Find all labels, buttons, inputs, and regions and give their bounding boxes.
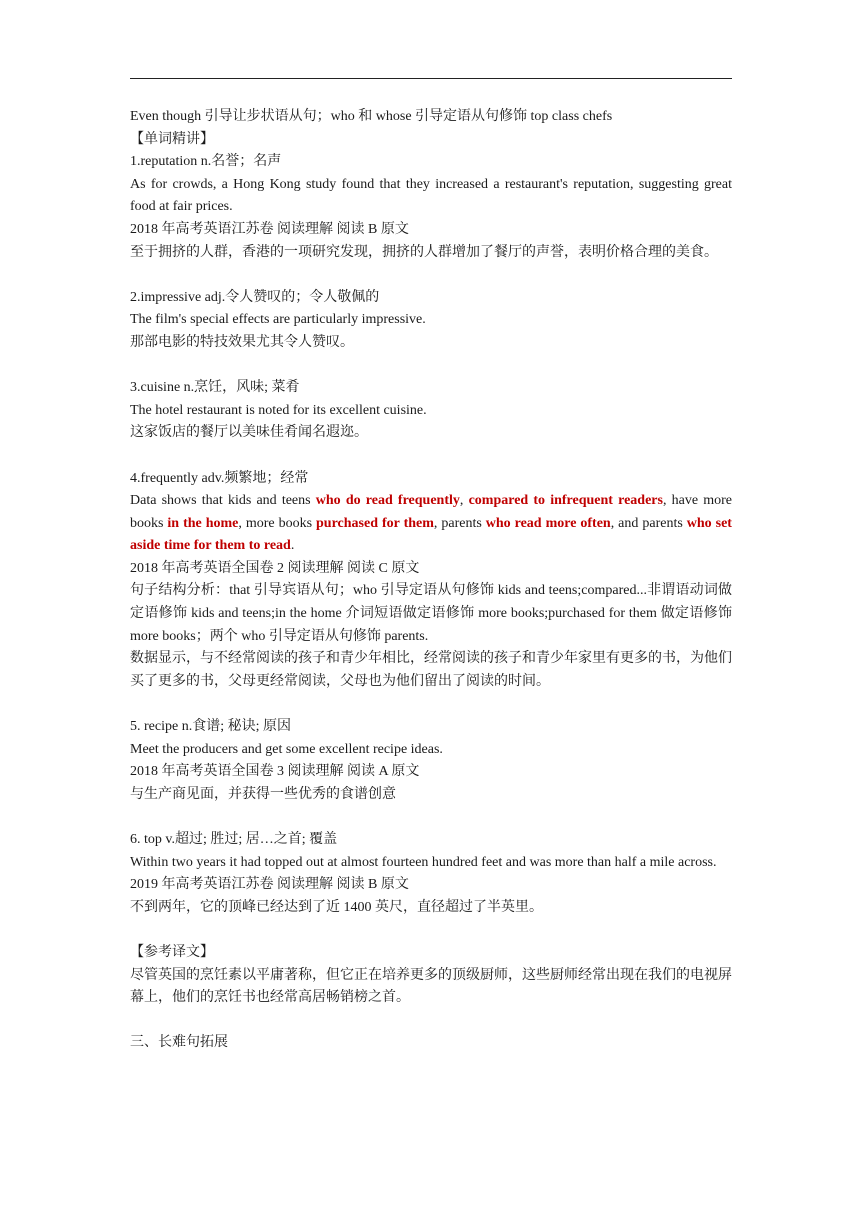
word2-title: 2.impressive adj.令人赞叹的；令人敬佩的 xyxy=(130,289,380,305)
word2-example: The film's special effects are particularly impressive. xyxy=(130,312,426,328)
spacer xyxy=(130,1010,732,1033)
word6-translation: 不到两年，它的顶峰已经达到了近 1400 英尺，直径超过了半英里。 xyxy=(130,899,543,915)
word2-translation: 那部电影的特技效果尤其令人赞叹。 xyxy=(130,334,354,350)
spacer xyxy=(130,264,732,287)
reference-translation: 尽管英国的烹饪素以平庸著称，但它正在培养更多的顶级厨师，这些厨师经常出现在我们的电视屏幕上，他们的烹饪书也经常高居畅销榜之首。 xyxy=(130,967,732,1006)
word1-example: As for crowds, a Hong Kong study found that they increased a restaurant's reputation, suggesting great food at fair prices. xyxy=(130,176,732,215)
word4-source: 2018 年高考英语全国卷 2 阅读理解 阅读 C 原文 xyxy=(130,560,420,576)
highlight-phrase: compared to infrequent readers xyxy=(468,493,663,509)
header-rule xyxy=(130,78,732,79)
spacer xyxy=(130,806,732,829)
word6-title: 6. top v.超过; 胜过; 居…之首; 覆盖 xyxy=(130,832,338,847)
word3-example: The hotel restaurant is noted for its excellent cuisine. xyxy=(130,402,427,418)
word5-translation: 与生产商见面，并获得一些优秀的食谱创意 xyxy=(130,786,396,802)
spacer xyxy=(130,693,732,716)
intro-line: Even though 引导让步状语从句；who 和 whose 引导定语从句修饰 top class chefs xyxy=(130,109,613,124)
document-body xyxy=(130,106,732,1055)
spacer xyxy=(130,355,732,378)
word4-translation: 数据显示，与不经常阅读的孩子和青少年相比，经常阅读的孩子和青少年家里有更多的书，为他们买了更多的书，父母更经常阅读，父母也为他们留出了阅读的时间。 xyxy=(130,651,732,689)
word4-example: Data shows that kids and teens who do read frequently, compared to infrequent readers, have more books in the home, more books purchased for them, parents who read more often, and parents who set aside time for them to read. xyxy=(130,493,733,554)
spacer xyxy=(130,445,732,468)
reference-heading: 【参考译文】 xyxy=(130,944,214,960)
highlight-phrase: who set aside time for them to read xyxy=(130,515,732,554)
word5-example: Meet the producers and get some excellent recipe ideas. xyxy=(130,741,443,757)
spacer xyxy=(130,919,732,942)
word5-source: 2018 年高考英语全国卷 3 阅读理解 阅读 A 原文 xyxy=(130,764,420,780)
word6-example: Within two years it had topped out at almost fourteen hundred feet and was more than half a mile across. xyxy=(130,854,717,870)
word1-source: 2018 年高考英语江苏卷 阅读理解 阅读 B 原文 xyxy=(130,221,409,237)
section-heading: 三、长难句拓展 xyxy=(130,1035,228,1051)
word1-title: 1.reputation n.名誉；名声 xyxy=(130,154,282,170)
highlight-phrase: in the home xyxy=(167,515,239,531)
word6-source: 2019 年高考英语江苏卷 阅读理解 阅读 B 原文 xyxy=(130,877,409,893)
highlight-phrase: who read more often xyxy=(485,515,611,531)
highlight-phrase: purchased for them xyxy=(316,515,434,531)
word4-analysis: 句子结构分析：that 引导宾语从句；who 引导定语从句修饰 kids and teens;compared...非谓语动词做定语修饰 kids and teens;in the home 介词短语做定语修饰 more books;purchased for them 做定语修饰 more books；两个 who 引导定语从句修饰 parents. xyxy=(130,583,732,644)
word4-title: 4.frequently adv.频繁地；经常 xyxy=(130,470,309,486)
word5-title: 5. recipe n.食谱; 秘诀; 原因 xyxy=(130,719,291,735)
highlight-phrase: who do read frequently xyxy=(315,493,460,509)
word3-translation: 这家饭店的餐厅以美味佳肴闻名遐迩。 xyxy=(130,425,368,441)
vocab-heading: 【单词精讲】 xyxy=(130,131,214,147)
word3-title: 3.cuisine n.烹饪，风味; 菜肴 xyxy=(130,380,300,396)
word1-translation: 至于拥挤的人群，香港的一项研究发现，拥挤的人群增加了餐厅的声誉，表明价格合理的美食。 xyxy=(130,244,718,260)
